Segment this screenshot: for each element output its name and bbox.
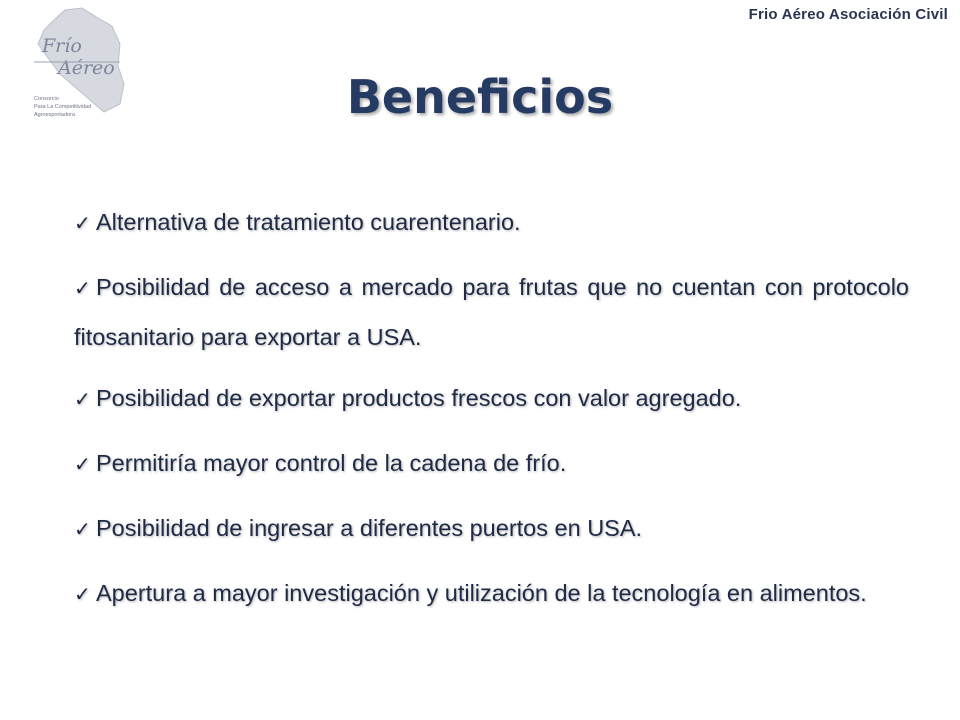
bullet-text: Permitiría mayor control de la cadena de frío.: [96, 450, 567, 476]
logo-sub-line1: Consorcio: [34, 96, 59, 102]
bullet-text: Alternativa de tratamiento cuarentenario.: [96, 209, 521, 235]
list-item: [74, 263, 909, 362]
bullet-text: Posibilidad de ingresar a diferentes puertos en USA.: [96, 515, 643, 541]
logo-sub-line2: Para La Competitividad: [34, 104, 92, 110]
checkmark-icon: ✓: [74, 387, 91, 411]
bullet-text: Posibilidad de exportar productos frescos con valor agregado.: [96, 385, 742, 411]
slide-title: Beneficios: [346, 70, 614, 124]
checkmark-icon: ✓: [74, 452, 91, 476]
organization-header: Frio Aéreo Asociación Civil: [748, 6, 948, 23]
list-item: [74, 504, 909, 554]
logo-name-line1: Frío: [42, 35, 82, 57]
list-item: [74, 198, 909, 248]
bullet-text: Apertura a mayor investigación y utilización de la tecnología en alimentos.: [96, 580, 867, 606]
checkmark-icon: ✓: [74, 276, 91, 300]
benefits-list: [74, 198, 909, 631]
logo-name-line2: Aéreo: [58, 57, 115, 79]
bullet-text: Posibilidad de acceso a mercado para frutas que no cuentan con protocolo fitosanitario para exportar a USA.: [74, 274, 909, 350]
list-item: [74, 374, 909, 424]
logo-sub-line3: Agroexportadora: [34, 112, 75, 118]
checkmark-icon: ✓: [74, 517, 91, 541]
list-item: [74, 569, 909, 619]
list-item: [74, 439, 909, 489]
checkmark-icon: ✓: [74, 582, 91, 606]
checkmark-icon: ✓: [74, 211, 91, 235]
